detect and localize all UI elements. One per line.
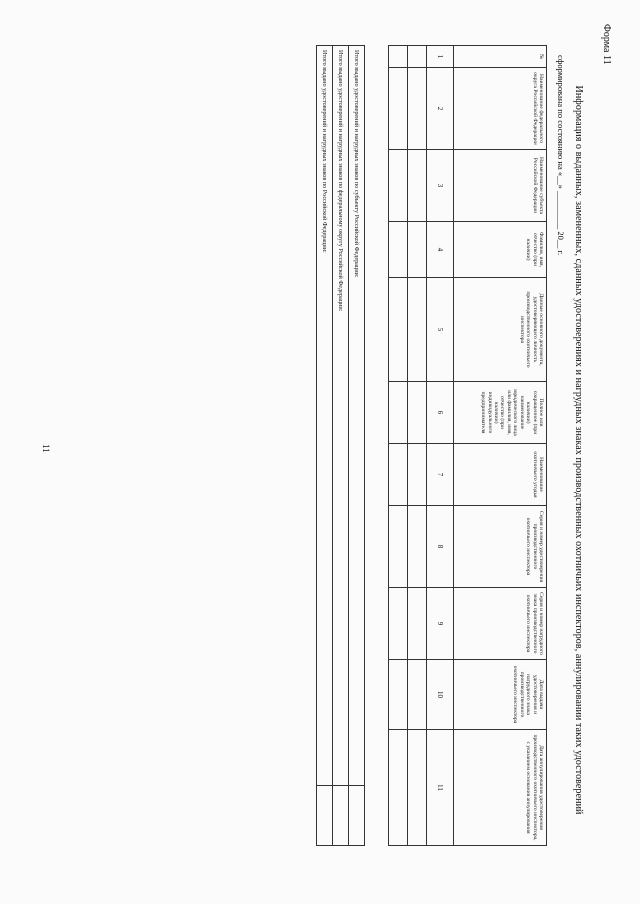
table-cell[interactable] — [408, 382, 427, 444]
col-header: Фамилия, имя, отчество (при наличии) — [454, 222, 547, 278]
table-cell[interactable] — [408, 68, 427, 150]
col-header: Данные основного документа, удостоверяющего личность производственного охотничьего инспектора — [454, 278, 547, 382]
total-value-cell[interactable] — [317, 786, 333, 846]
table-cell[interactable] — [389, 660, 408, 730]
col-header: № — [454, 46, 547, 68]
table-cell[interactable] — [408, 506, 427, 588]
totals-table — [316, 45, 365, 846]
totals-row — [333, 46, 349, 846]
table-cell[interactable] — [389, 730, 408, 846]
table-cell[interactable] — [389, 222, 408, 278]
table-cell[interactable] — [389, 588, 408, 660]
table-cell[interactable] — [389, 506, 408, 588]
column-number-row — [427, 46, 454, 846]
table-cell[interactable] — [408, 588, 427, 660]
col-header: Наименование субъекта Российской Федерации — [454, 150, 547, 222]
col-number: 11 — [427, 730, 454, 846]
total-value-cell[interactable] — [349, 786, 365, 846]
col-number: 9 — [427, 588, 454, 660]
form-label: Форма 11 — [601, 24, 612, 65]
table-cell[interactable] — [389, 382, 408, 444]
page-title: Информация о выданных, замененных, сданных удостоверениях и нагрудных знаках производственных охотничьих инспекторов, аннулировании таких удостоверений — [573, 85, 584, 815]
inspectors-table — [388, 45, 547, 846]
col-header: Дата выдачи удостоверения и нагрудного знака производственного охотничьего инспектора — [454, 660, 547, 730]
table-row — [408, 46, 427, 846]
total-federal-district-label: Итого выдано удостоверений и нагрудных знаков по федеральному округу Российской Федерации: — [333, 46, 349, 786]
table-cell[interactable] — [408, 150, 427, 222]
col-number: 4 — [427, 222, 454, 278]
table-cell[interactable] — [408, 222, 427, 278]
col-number: 1 — [427, 46, 454, 68]
total-value-cell[interactable] — [333, 786, 349, 846]
table-cell[interactable] — [408, 730, 427, 846]
total-subject-label: Итого выдано удостоверений и нагрудных знаков по субъекту Российской Федерации: — [349, 46, 365, 786]
table-cell[interactable] — [408, 278, 427, 382]
table-cell[interactable] — [408, 46, 427, 68]
as-of-line: сформирована по состоянию на «__» _________ 20__ г. — [556, 55, 566, 256]
table-cell[interactable] — [408, 444, 427, 506]
col-number: 6 — [427, 382, 454, 444]
table-header-row — [454, 46, 547, 846]
table-cell[interactable] — [389, 444, 408, 506]
col-number: 10 — [427, 660, 454, 730]
col-header: Серия и номер нагрудного знака производственного охотничьего инспектора — [454, 588, 547, 660]
table-cell[interactable] — [389, 278, 408, 382]
totals-row — [317, 46, 333, 846]
table-cell[interactable] — [389, 46, 408, 68]
table-row — [389, 46, 408, 846]
col-number: 2 — [427, 68, 454, 150]
col-header: Серия и номер удостоверения производственного охотничьего инспектора — [454, 506, 547, 588]
col-header: Наименование охотничьего угодья — [454, 444, 547, 506]
table-cell[interactable] — [389, 150, 408, 222]
total-russia-label: Итого выдано удостоверений и нагрудных знаков по Российской Федерации: — [317, 46, 333, 786]
col-header: Полное или сокращенное (при наличии) наименование юридического лица или фамилия, имя, отчество (при наличии) индивидуального предпринимателя — [454, 382, 547, 444]
page-number: 11 — [41, 444, 51, 453]
col-header: Дата аннулирования удостоверения производственного охотничьего инспектора, с указанием основания аннулирования — [454, 730, 547, 846]
col-number: 3 — [427, 150, 454, 222]
totals-row — [349, 46, 365, 846]
table-cell[interactable] — [389, 68, 408, 150]
col-number: 5 — [427, 278, 454, 382]
col-number: 7 — [427, 444, 454, 506]
col-header: Наименование федерального округа Российской Федерации — [454, 68, 547, 150]
table-cell[interactable] — [408, 660, 427, 730]
col-number: 8 — [427, 506, 454, 588]
